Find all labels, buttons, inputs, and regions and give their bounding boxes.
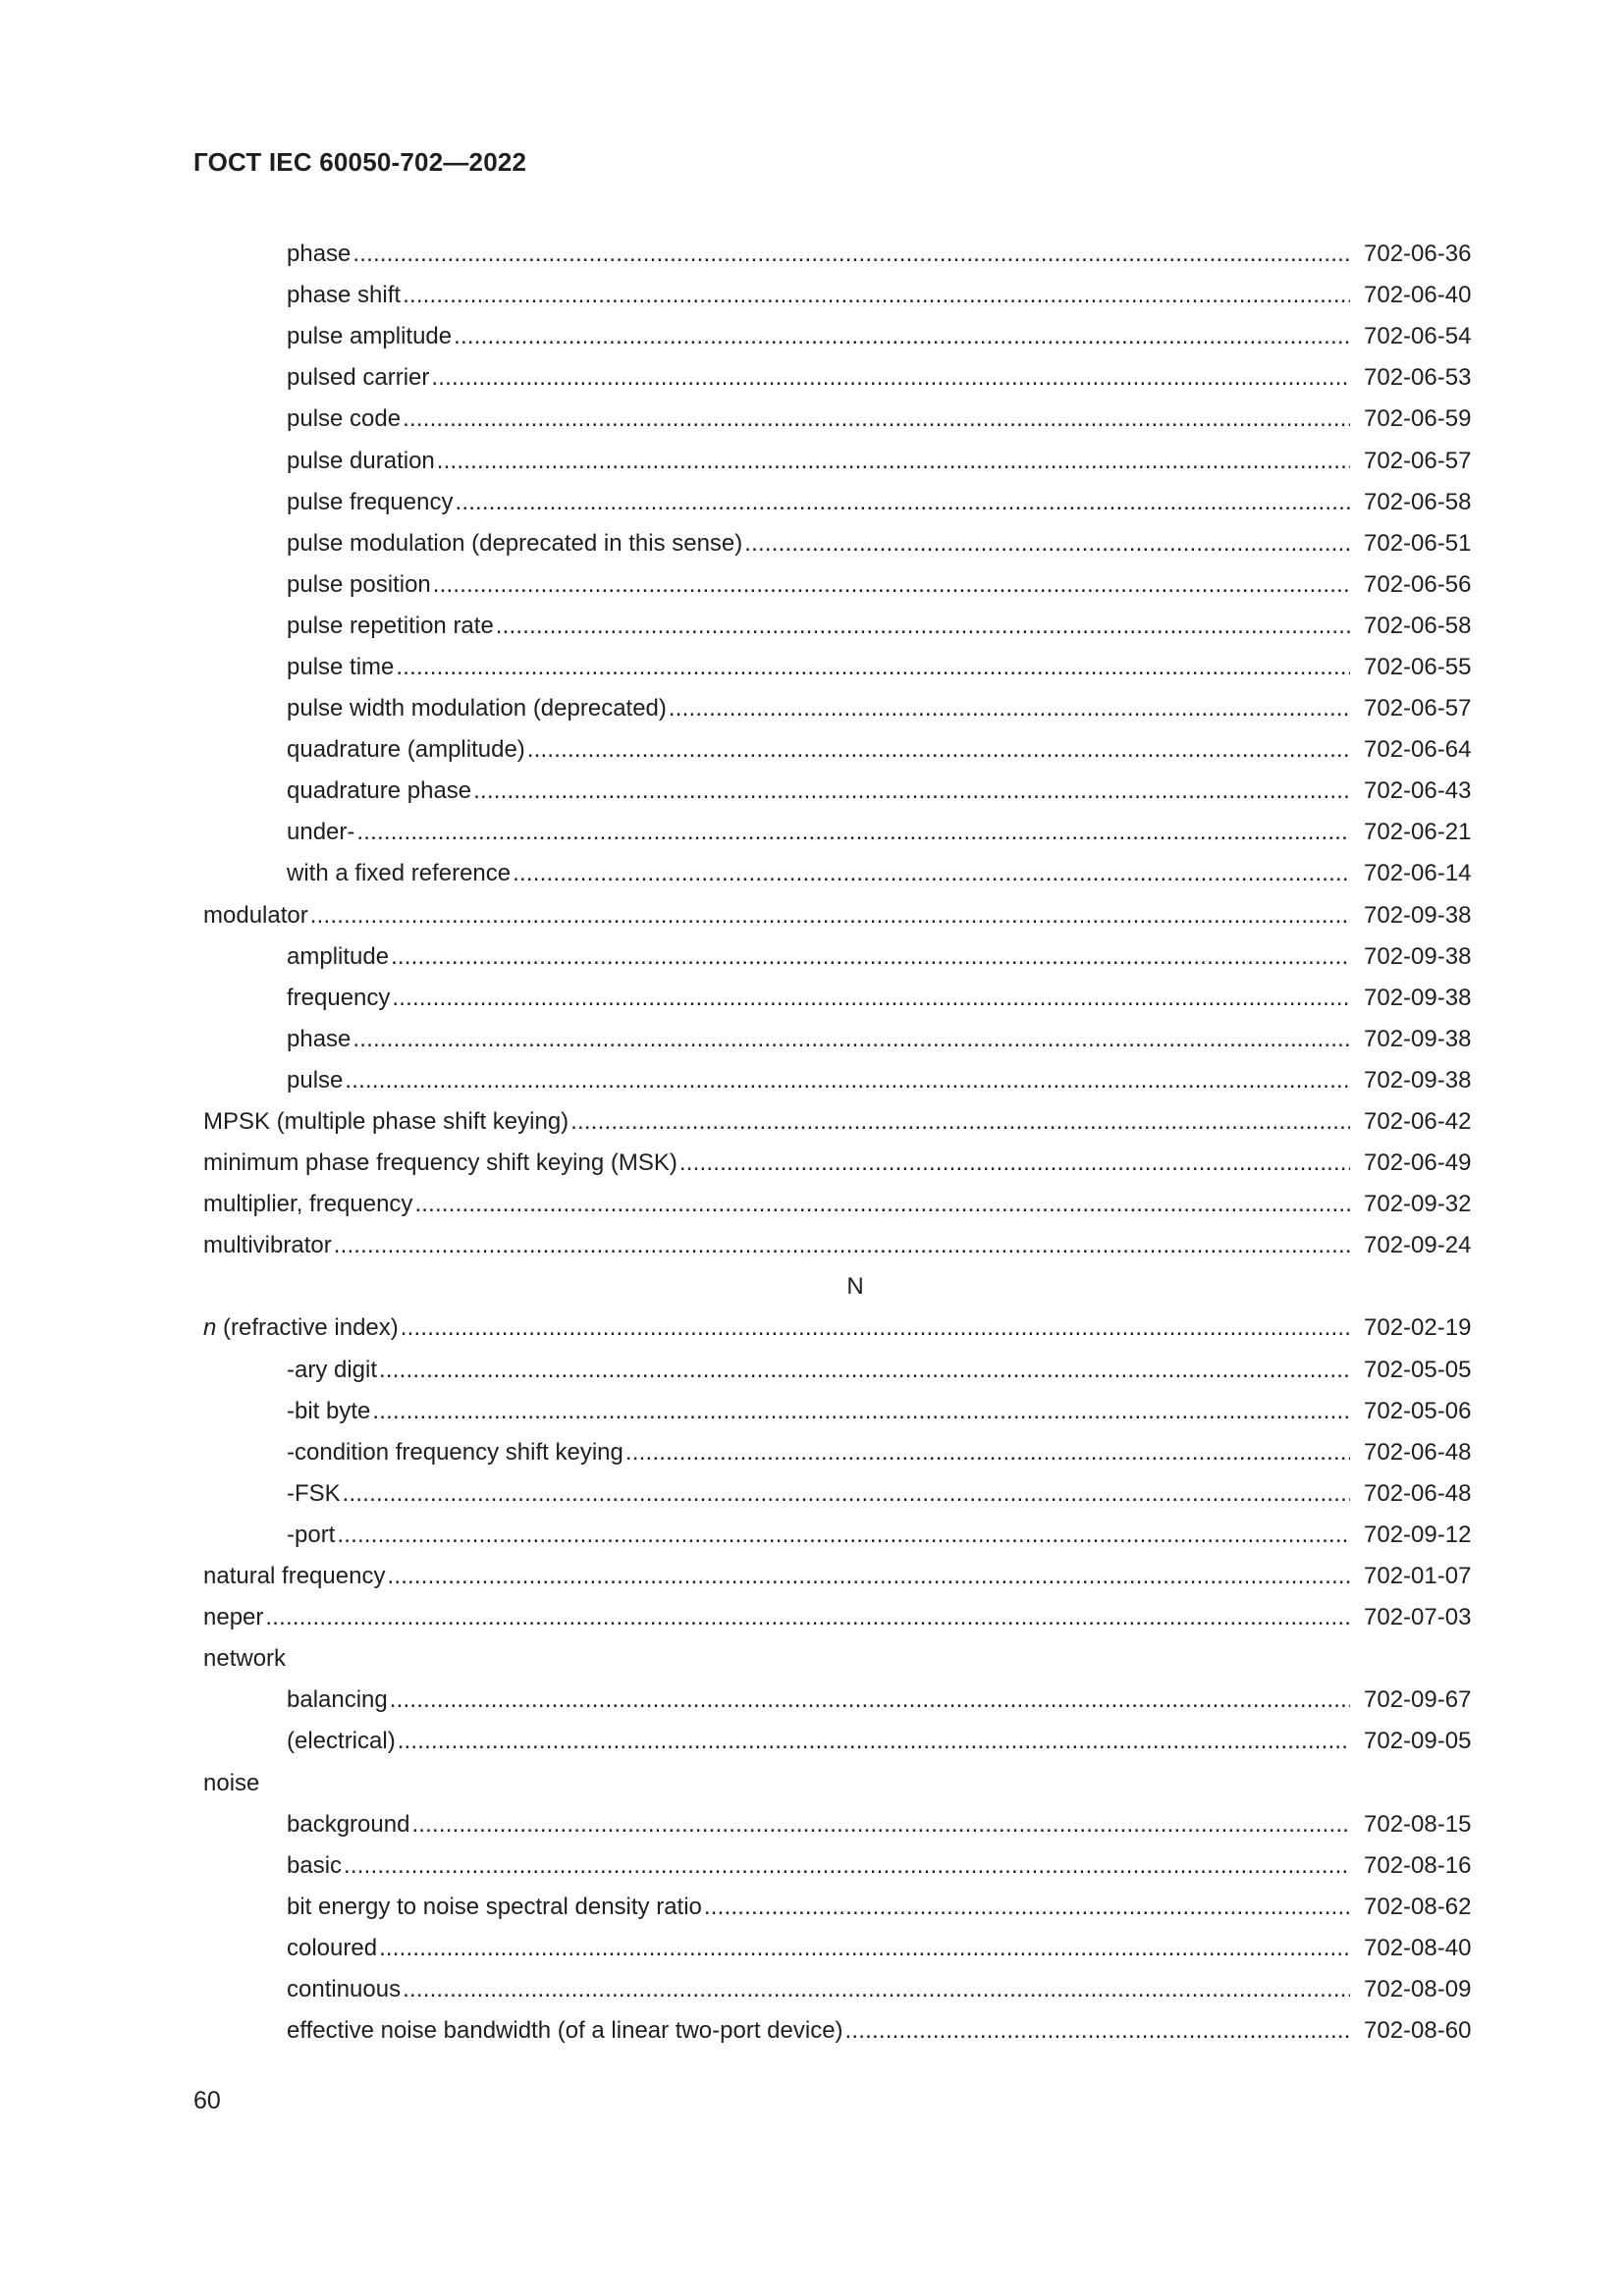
index-term-text: (refractive index) — [216, 1314, 399, 1342]
dot-leader — [431, 363, 1350, 393]
index-term: under- — [287, 819, 355, 846]
index-term: pulse duration — [287, 447, 435, 474]
index-term: coloured — [287, 1934, 378, 1961]
index-reference: 702-09-38 — [1364, 984, 1472, 1011]
dot-leader — [344, 1851, 1350, 1881]
dot-leader — [265, 1603, 1350, 1632]
dot-leader — [669, 694, 1350, 723]
index-entry — [203, 1225, 1509, 1266]
index-term: quadrature (amplitude) — [287, 736, 525, 764]
index-reference: 702-09-05 — [1364, 1728, 1472, 1755]
dot-leader — [403, 404, 1350, 434]
index-entry — [203, 564, 1509, 606]
index-entry — [203, 1887, 1509, 1928]
index-reference: 702-06-59 — [1364, 405, 1472, 433]
index-term: phase — [287, 1025, 352, 1052]
index-term: -bit byte — [287, 1397, 371, 1424]
dot-leader — [352, 1025, 1350, 1054]
index-term: neper — [203, 1604, 264, 1631]
index-reference: 702-06-21 — [1364, 819, 1472, 846]
dot-leader — [403, 1975, 1350, 2004]
dot-leader — [356, 818, 1350, 847]
index-entry — [203, 1143, 1509, 1184]
index-term: pulse repetition rate — [287, 612, 494, 639]
index-term: with a fixed reference — [287, 860, 512, 887]
index-entry — [203, 1473, 1509, 1515]
index-reference: 702-06-42 — [1364, 1108, 1472, 1136]
index-reference: 702-09-38 — [1364, 1066, 1472, 1094]
index-entry — [203, 357, 1509, 399]
index-term: bit energy to noise spectral density ratio — [287, 1893, 702, 1920]
index-reference: 702-02-19 — [1364, 1314, 1472, 1342]
index-entry — [203, 440, 1509, 481]
index-reference: 702-08-62 — [1364, 1893, 1472, 1920]
index-entry — [203, 234, 1509, 275]
index-entry — [203, 482, 1509, 523]
dot-leader — [379, 1356, 1350, 1385]
index-reference: 702-06-40 — [1364, 282, 1472, 309]
index-entry — [203, 853, 1509, 894]
index-reference: 702-09-24 — [1364, 1232, 1472, 1259]
dot-leader — [414, 1190, 1350, 1219]
index-term-symbol: n — [203, 1314, 217, 1342]
index-reference: 702-06-58 — [1364, 612, 1472, 639]
term-index — [203, 234, 1509, 2052]
index-entry — [203, 1721, 1509, 1762]
index-reference: 702-01-07 — [1364, 1563, 1472, 1590]
index-entry — [203, 812, 1509, 853]
index-term: amplitude — [287, 942, 390, 970]
index-entry — [203, 523, 1509, 564]
dot-leader — [845, 2016, 1350, 2046]
index-reference: 702-05-06 — [1364, 1397, 1472, 1424]
index-term: balancing — [287, 1686, 388, 1714]
index-reference: 702-06-54 — [1364, 323, 1472, 350]
index-reference: 702-06-43 — [1364, 777, 1472, 805]
index-entry — [203, 1350, 1509, 1391]
index-term — [203, 1313, 399, 1343]
index-entry — [203, 1597, 1509, 1638]
index-reference: 702-06-64 — [1364, 736, 1472, 764]
index-entry — [203, 1060, 1509, 1101]
index-reference: 702-08-40 — [1364, 1934, 1472, 1961]
dot-leader — [473, 776, 1350, 806]
index-reference: 702-09-32 — [1364, 1191, 1472, 1218]
index-term: background — [287, 1810, 410, 1838]
dot-leader — [411, 1810, 1350, 1840]
index-term: -ary digit — [287, 1356, 378, 1383]
dot-leader — [625, 1438, 1350, 1468]
dot-leader — [398, 1727, 1350, 1756]
dot-leader — [454, 322, 1350, 351]
index-entry — [203, 1762, 1509, 1803]
dot-leader — [496, 612, 1350, 641]
index-reference: 702-06-57 — [1364, 447, 1472, 474]
dot-leader — [372, 1397, 1350, 1426]
index-entry — [203, 1680, 1509, 1721]
index-entry — [203, 1969, 1509, 2010]
index-reference: 702-08-15 — [1364, 1810, 1472, 1838]
index-entry — [203, 1101, 1509, 1143]
dot-leader — [433, 570, 1350, 600]
index-reference: 702-08-09 — [1364, 1975, 1472, 2002]
index-entry — [203, 316, 1509, 357]
index-term: quadrature phase — [287, 777, 472, 805]
index-entry — [203, 1432, 1509, 1473]
index-reference: 702-06-53 — [1364, 364, 1472, 392]
index-term: -FSK — [287, 1479, 341, 1507]
index-entry — [203, 1515, 1509, 1556]
index-entry — [203, 1845, 1509, 1887]
dot-leader — [379, 1934, 1350, 1963]
dot-leader — [403, 281, 1350, 310]
index-reference: 702-06-14 — [1364, 860, 1472, 887]
dot-leader — [352, 240, 1350, 269]
dot-leader — [310, 901, 1350, 931]
index-letter-heading — [203, 1266, 1509, 1308]
index-reference: 702-06-56 — [1364, 570, 1472, 598]
index-term: effective noise bandwidth (of a linear two-port device) — [287, 2017, 843, 2045]
index-term: pulse code — [287, 405, 402, 433]
index-term: (electrical) — [287, 1728, 396, 1755]
index-term: modulator — [203, 901, 308, 929]
index-term: -condition frequency shift keying — [287, 1438, 623, 1466]
index-term: continuous — [287, 1975, 402, 2002]
index-reference: 702-09-12 — [1364, 1521, 1472, 1548]
index-term: frequency — [287, 984, 391, 1011]
index-term: pulse — [287, 1066, 344, 1094]
dot-leader — [387, 1562, 1350, 1591]
index-reference: 702-07-03 — [1364, 1604, 1472, 1631]
index-term: pulse position — [287, 570, 431, 598]
dot-leader — [391, 942, 1350, 972]
index-reference: 702-09-38 — [1364, 942, 1472, 970]
index-entry — [203, 275, 1509, 316]
index-entry — [203, 895, 1509, 936]
index-reference: 702-06-57 — [1364, 695, 1472, 722]
index-term: multiplier, frequency — [203, 1191, 413, 1218]
index-term: pulse amplitude — [287, 323, 453, 350]
dot-leader — [392, 984, 1350, 1013]
index-entry — [203, 1556, 1509, 1597]
index-reference: 702-09-38 — [1364, 901, 1472, 929]
index-entry — [203, 1804, 1509, 1845]
dot-leader — [744, 529, 1350, 559]
index-term: pulse modulation (deprecated in this sense) — [287, 529, 743, 557]
dot-leader — [337, 1521, 1350, 1550]
index-reference: 702-06-48 — [1364, 1438, 1472, 1466]
index-term: pulsed carrier — [287, 364, 430, 392]
index-term: -port — [287, 1521, 336, 1548]
index-entry — [203, 606, 1509, 647]
dot-leader — [390, 1685, 1350, 1715]
index-entry — [203, 647, 1509, 688]
dot-leader — [679, 1148, 1350, 1178]
index-entry — [203, 936, 1509, 978]
index-reference: 702-06-51 — [1364, 529, 1472, 557]
index-term: basic — [287, 1851, 343, 1879]
index-entry — [203, 399, 1509, 440]
index-term: minimum phase frequency shift keying (MSK) — [203, 1149, 677, 1177]
index-entry — [203, 688, 1509, 729]
index-reference: 702-06-48 — [1364, 1479, 1472, 1507]
index-term: natural frequency — [203, 1563, 386, 1590]
index-term: multivibrator — [203, 1232, 332, 1259]
index-entry — [203, 1928, 1509, 1969]
index-entry — [203, 771, 1509, 812]
index-reference: 702-08-60 — [1364, 2017, 1472, 2045]
index-reference: 702-06-49 — [1364, 1149, 1472, 1177]
index-reference: 702-09-38 — [1364, 1025, 1472, 1052]
dot-leader — [345, 1066, 1350, 1095]
dot-leader — [455, 488, 1350, 517]
index-term: pulse time — [287, 653, 395, 680]
index-reference: 702-06-58 — [1364, 488, 1472, 515]
index-entry — [203, 1391, 1509, 1432]
index-term: pulse width modulation (deprecated) — [287, 695, 667, 722]
index-term: pulse frequency — [287, 488, 454, 515]
index-reference: 702-09-67 — [1364, 1686, 1472, 1714]
index-term: network — [203, 1645, 287, 1673]
dot-leader — [334, 1231, 1350, 1260]
dot-leader — [343, 1479, 1350, 1509]
index-term: noise — [203, 1769, 260, 1796]
index-term: phase shift — [287, 282, 402, 309]
index-reference: 702-08-16 — [1364, 1851, 1472, 1879]
dot-leader — [401, 1313, 1350, 1343]
index-reference: 702-05-05 — [1364, 1356, 1472, 1383]
index-entry — [203, 1638, 1509, 1680]
index-entry — [203, 729, 1509, 771]
dot-leader — [513, 859, 1350, 888]
index-entry — [203, 1308, 1509, 1349]
index-term: MPSK (multiple phase shift keying) — [203, 1108, 569, 1136]
document-header: ГОСТ IEC 60050-702—2022 — [193, 147, 527, 177]
dot-leader — [437, 447, 1350, 476]
dot-leader — [570, 1107, 1350, 1137]
dot-leader — [704, 1893, 1350, 1922]
index-term: phase — [287, 240, 352, 268]
index-entry — [203, 1184, 1509, 1225]
index-entry — [203, 1019, 1509, 1060]
index-letter: N — [846, 1273, 864, 1301]
index-entry — [203, 2010, 1509, 2052]
index-entry — [203, 978, 1509, 1019]
dot-leader — [527, 735, 1350, 765]
page-number: 60 — [193, 2087, 221, 2114]
index-reference: 702-06-36 — [1364, 240, 1472, 268]
index-reference: 702-06-55 — [1364, 653, 1472, 680]
dot-leader — [396, 653, 1350, 682]
